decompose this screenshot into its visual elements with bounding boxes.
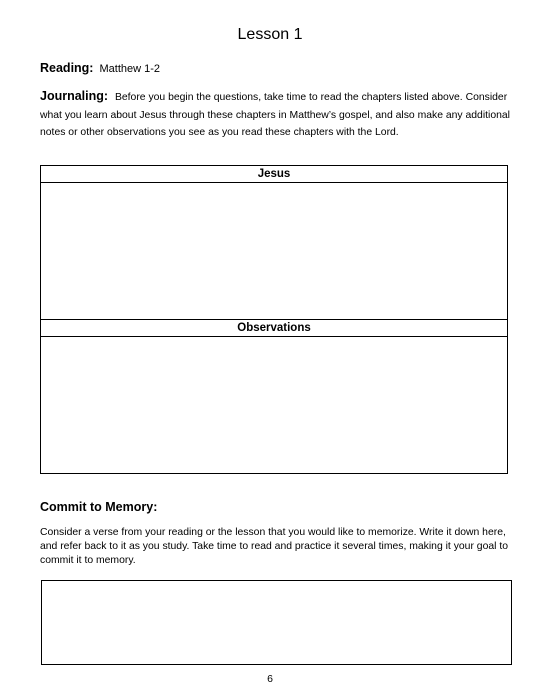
jesus-writing-area[interactable] [41, 183, 507, 319]
reading-text: Matthew 1-2 [99, 63, 161, 75]
journal-table [40, 165, 508, 474]
journaling-paragraph [40, 88, 510, 142]
jesus-header: Jesus [41, 166, 507, 183]
journaling-label: Journaling: [40, 89, 109, 103]
memory-verse-box[interactable] [41, 580, 512, 665]
reading-line [40, 61, 160, 75]
page-number: 6 [267, 673, 273, 685]
observations-header: Observations [41, 319, 507, 337]
page-title: Lesson 1 [237, 26, 303, 43]
commit-heading: Commit to Memory: [40, 500, 158, 514]
reading-label: Reading: [40, 61, 94, 75]
journaling-text: Before you begin the questions, take time to read the chapters listed above. Consider what you learn about Jesus through these chapters in Matthew’s gospel, and also make any additional notes or other observations you see as you read these chapters with the Lord. [40, 92, 510, 138]
observations-writing-area[interactable] [41, 337, 507, 473]
commit-instructions: Consider a verse from your reading or the lesson that you would like to memorize. Write it down here, and refer back to it as you study. Take time to read and practice it several times, making it your goal to commit it to memory. [40, 527, 508, 566]
